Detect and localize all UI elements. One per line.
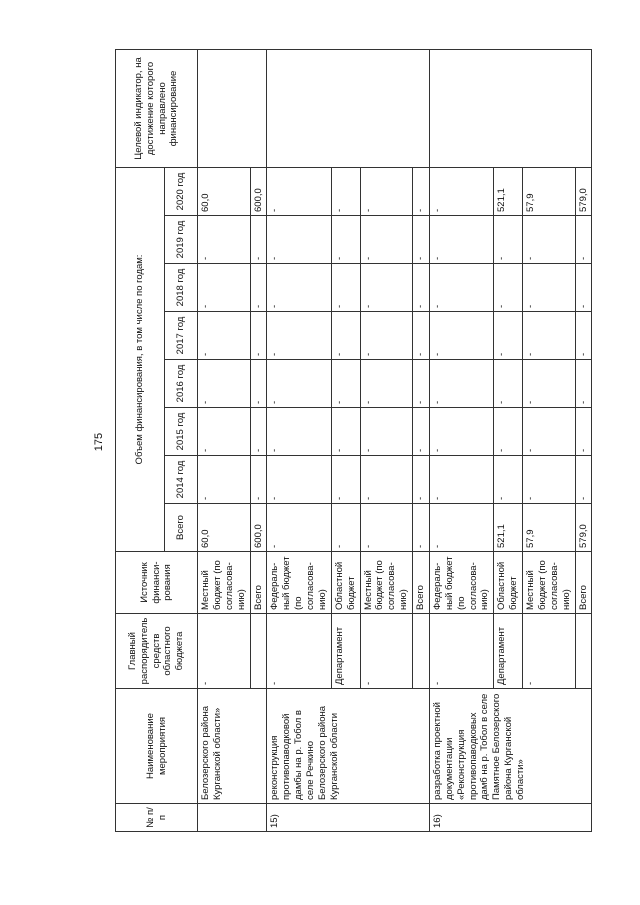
cell-year: -: [331, 167, 360, 215]
cell-source: Местный бюджет (по согласова-нию): [198, 552, 251, 614]
cell-year: 600,0: [250, 167, 267, 215]
cell-year: -: [360, 456, 413, 504]
cell-num: 16): [429, 804, 592, 832]
cell-year: 57,9: [523, 167, 576, 215]
header-num: № п/п: [116, 804, 198, 832]
table-row: [429, 49, 493, 831]
cell-year: -: [250, 264, 267, 312]
cell-total: 60,0: [198, 504, 251, 552]
cell-source: Всего: [413, 552, 430, 614]
header-year-2017: 2017 год: [165, 312, 198, 360]
header-name: Наименование мероприятия: [116, 689, 198, 804]
cell-num: 15): [267, 804, 430, 832]
header-year-2019: 2019 год: [165, 216, 198, 264]
cell-manager: -: [429, 614, 493, 689]
cell-year: -: [413, 312, 430, 360]
cell-year: -: [494, 264, 523, 312]
cell-year: -: [523, 264, 576, 312]
cell-manager: Департамент: [331, 614, 360, 689]
cell-year: -: [198, 456, 251, 504]
page-number: 175: [93, 432, 105, 452]
cell-year: -: [494, 408, 523, 456]
cell-year: -: [494, 456, 523, 504]
cell-year: -: [413, 408, 430, 456]
table-row: [267, 49, 331, 831]
cell-year: -: [523, 360, 576, 408]
cell-manager: [250, 614, 267, 689]
cell-year: -: [267, 167, 331, 215]
cell-target: [267, 49, 430, 167]
cell-year: -: [267, 216, 331, 264]
cell-year: -: [575, 264, 592, 312]
cell-year: -: [198, 360, 251, 408]
cell-year: -: [331, 312, 360, 360]
cell-source: Областной бюджет: [331, 552, 360, 614]
cell-year: -: [360, 167, 413, 215]
cell-year: -: [575, 408, 592, 456]
cell-total: -: [429, 504, 493, 552]
header-year-2020: 2020 год: [165, 167, 198, 215]
cell-total: -: [360, 504, 413, 552]
cell-name: реконструкция противопаводковой дамбы на р. Тобол в селе Речкино Белозерского района Курганской области: [267, 689, 430, 804]
cell-year: -: [250, 216, 267, 264]
cell-year: -: [360, 264, 413, 312]
cell-year: -: [250, 408, 267, 456]
cell-year: -: [198, 408, 251, 456]
cell-target: [429, 49, 592, 167]
header-manager: Главный распорядитель средств областного бюджета: [116, 614, 198, 689]
cell-year: -: [523, 312, 576, 360]
cell-manager: -: [198, 614, 251, 689]
cell-num: [198, 804, 267, 832]
cell-year: -: [429, 360, 493, 408]
financing-table: [115, 49, 592, 832]
cell-year: -: [267, 264, 331, 312]
cell-total: 600,0: [250, 504, 267, 552]
header-target: Целевой индикатор, на достижение которого направлено финансирование: [116, 49, 198, 167]
cell-year: -: [523, 408, 576, 456]
cell-manager: -: [360, 614, 413, 689]
cell-year: 579,0: [575, 167, 592, 215]
cell-year: -: [413, 456, 430, 504]
cell-year: -: [267, 360, 331, 408]
rotated-table-container: [115, 52, 615, 832]
cell-year: -: [429, 408, 493, 456]
header-year-2015: 2015 год: [165, 408, 198, 456]
cell-year: -: [250, 360, 267, 408]
cell-total: -: [331, 504, 360, 552]
cell-year: -: [267, 312, 331, 360]
cell-year: -: [429, 456, 493, 504]
header-year-2014: 2014 год: [165, 456, 198, 504]
cell-year: -: [413, 264, 430, 312]
cell-source: Местный бюджет (по согласова-нию): [360, 552, 413, 614]
header-year-2018: 2018 год: [165, 264, 198, 312]
header-year-2016: 2016 год: [165, 360, 198, 408]
cell-year: -: [360, 312, 413, 360]
cell-year: -: [360, 360, 413, 408]
cell-manager: Департамент: [494, 614, 523, 689]
cell-year: -: [429, 216, 493, 264]
cell-year: -: [429, 264, 493, 312]
cell-total: 57,9: [523, 504, 576, 552]
cell-name: Белозерского района Курганской области»: [198, 689, 267, 804]
cell-year: -: [429, 167, 493, 215]
cell-manager: -: [523, 614, 576, 689]
cell-year: -: [494, 312, 523, 360]
cell-total: -: [267, 504, 331, 552]
cell-target: [198, 49, 267, 167]
cell-source: Всего: [250, 552, 267, 614]
cell-total: 579,0: [575, 504, 592, 552]
header-total: Всего: [165, 504, 198, 552]
cell-year: -: [494, 360, 523, 408]
cell-year: -: [523, 456, 576, 504]
cell-year: -: [413, 360, 430, 408]
cell-year: -: [331, 216, 360, 264]
cell-source: Федераль-ный бюджет (по согласова-нию): [429, 552, 493, 614]
cell-year: -: [360, 216, 413, 264]
cell-year: -: [250, 312, 267, 360]
cell-year: -: [413, 167, 430, 215]
cell-source: Местный бюджет (по согласова-нию): [523, 552, 576, 614]
cell-source: Федераль-ный бюджет (по согласова-нию): [267, 552, 331, 614]
cell-year: -: [360, 408, 413, 456]
cell-year: -: [575, 216, 592, 264]
cell-year: -: [575, 360, 592, 408]
cell-year: -: [267, 408, 331, 456]
cell-year: -: [331, 456, 360, 504]
cell-year: -: [250, 456, 267, 504]
cell-year: -: [198, 312, 251, 360]
cell-year: -: [523, 216, 576, 264]
cell-year: -: [494, 216, 523, 264]
cell-year: -: [267, 456, 331, 504]
cell-year: -: [331, 360, 360, 408]
cell-year: -: [331, 408, 360, 456]
cell-year: -: [575, 312, 592, 360]
cell-manager: -: [267, 614, 331, 689]
cell-year: 521,1: [494, 167, 523, 215]
cell-manager: [413, 614, 430, 689]
header-source: Источник финанси-рования: [116, 552, 198, 614]
cell-total: -: [413, 504, 430, 552]
cell-year: -: [575, 456, 592, 504]
cell-year: -: [198, 216, 251, 264]
cell-year: -: [413, 216, 430, 264]
table-row: [198, 49, 251, 831]
cell-year: -: [331, 264, 360, 312]
cell-source: Всего: [575, 552, 592, 614]
cell-name: разработка проектной документации «Реконструкция противопаводковых дамб на р. Тобол в селе Памятное Белозерского района Курганской области»: [429, 689, 592, 804]
cell-source: Областной бюджет: [494, 552, 523, 614]
cell-year: 60,0: [198, 167, 251, 215]
cell-total: 521,1: [494, 504, 523, 552]
cell-year: -: [429, 312, 493, 360]
header-volume: Объем финансирования, в том числе по годам:: [116, 167, 165, 551]
cell-manager: [575, 614, 592, 689]
cell-year: -: [198, 264, 251, 312]
